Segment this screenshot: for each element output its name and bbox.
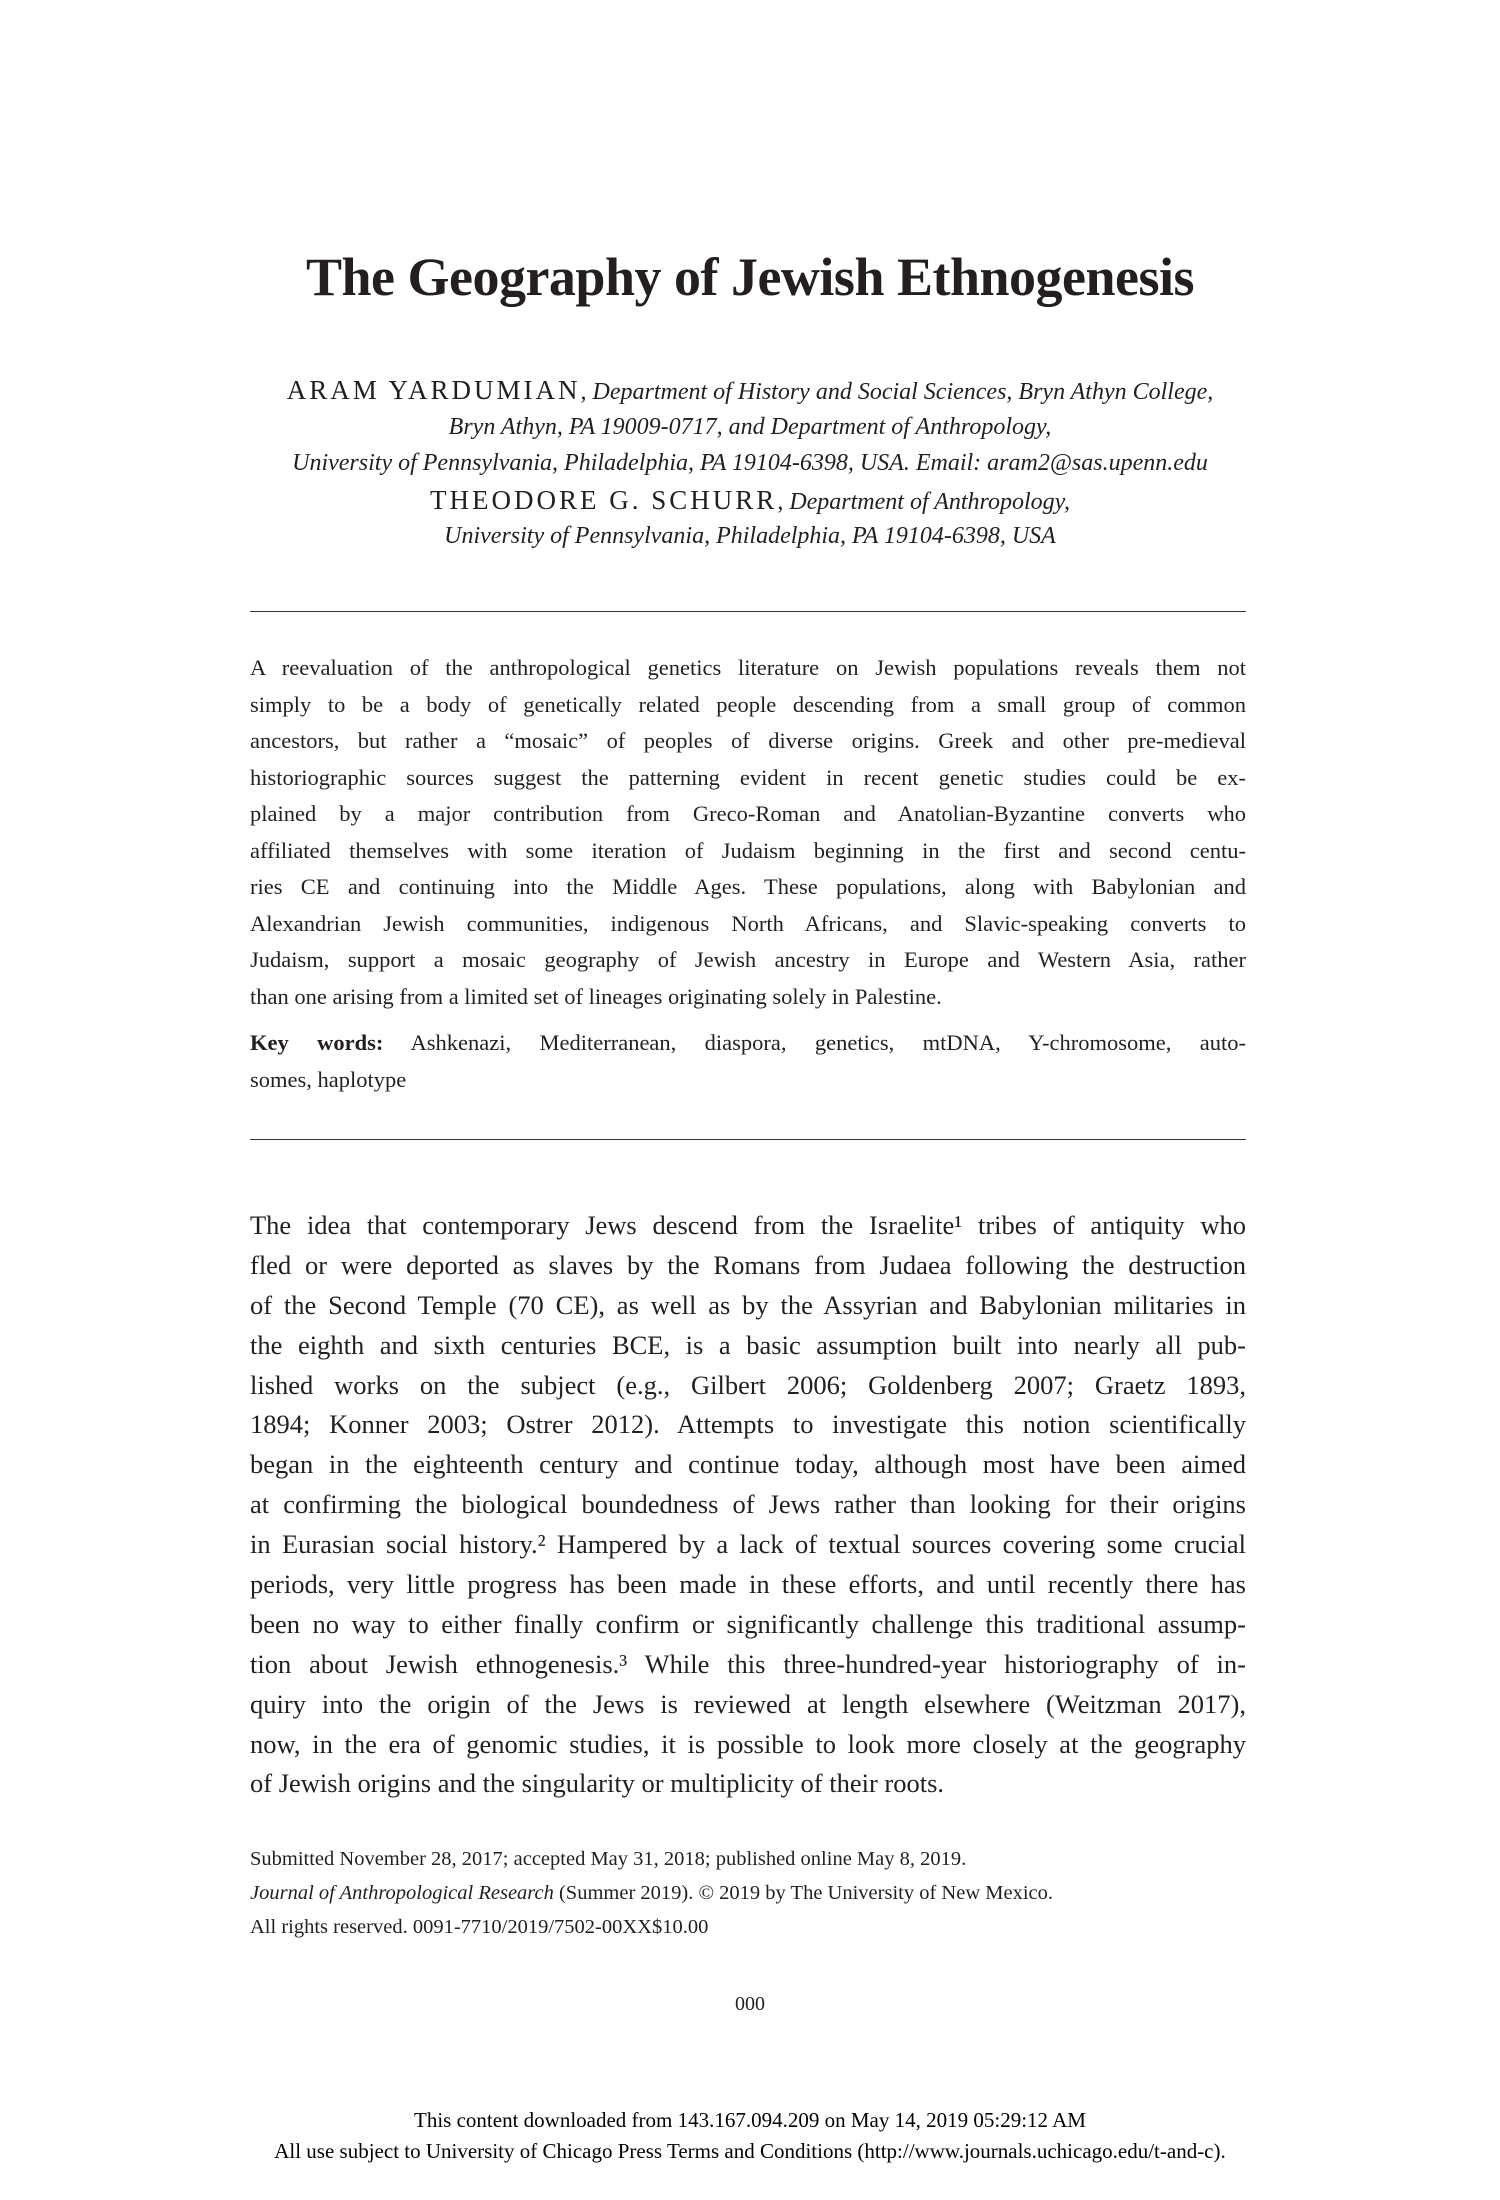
text-line: the eighth and sixth centuries BCE, is a basic assumption built into nearly all pub- [250, 1329, 1246, 1360]
author-name: ARAM YARDUMIAN [286, 375, 581, 405]
author-block [0, 372, 1500, 555]
author-name: THEODORE G. SCHURR [430, 484, 778, 515]
text-line: been no way to either finally confirm or significantly challenge this traditional assump- [250, 1608, 1246, 1639]
submission-dates: Submitted November 28, 2017; accepted May 31, 2018; published online May 8, 2019. [250, 1848, 967, 1870]
text-line: of Jewish origins and the singularity or multiplicity of their roots. [250, 1768, 945, 1799]
text-line: than one arising from a limited set of lineages originating solely in Palestine. [250, 983, 942, 1009]
keywords-line [250, 1025, 1246, 1062]
abstract [250, 650, 1246, 1098]
terms-notice: All use subject to University of Chicago Press Terms and Conditions (http://www.journals.uchicago.edu/t-and-c). [274, 2139, 1226, 2163]
text-line: began in the eighteenth century and continue today, although most have been aimed [250, 1449, 1246, 1480]
text-line: of the Second Temple (70 CE), as well as by the Assyrian and Babylonian militaries in [250, 1289, 1246, 1320]
text-line: tion about Jewish ethnogenesis.³ While this three-hundred-year historiography of in- [250, 1648, 1246, 1679]
text-line: lished works on the subject (e.g., Gilbert 2006; Goldenberg 2007; Graetz 1893, [250, 1369, 1246, 1400]
journal-name: Journal of Anthropological Research [250, 1882, 554, 1904]
keywords: Ashkenazi, Mediterranean, diaspora, genetics, mtDNA, Y-chromosome, auto- [410, 1030, 1246, 1055]
copyright: (Summer 2019). © 2019 by The University of New Mexico. [553, 1882, 1054, 1904]
author-affiliation: University of Pennsylvania, Philadelphia, PA 19104-6398, USA [444, 523, 1056, 549]
text-line: 1894; Konner 2003; Ostrer 2012). Attempts to investigate this notion scientifically [250, 1409, 1246, 1440]
text-line: quiry into the origin of the Jews is reviewed at length elsewhere (Weitzman 2017), [250, 1688, 1246, 1719]
text-line: affiliated themselves with some iteration of Judaism beginning in the first and second centu- [250, 837, 1246, 863]
text-line: historiographic sources suggest the patterning evident in recent genetic studies could be ex- [250, 764, 1246, 790]
body-paragraph [250, 1206, 1246, 1804]
author-affiliation: Department of History and Social Sciences, Bryn Athyn College, [592, 379, 1214, 405]
text-line: The idea that contemporary Jews descend from the Israelite¹ tribes of antiquity who [250, 1210, 1246, 1240]
page-number: 000 [735, 1993, 765, 2015]
author-affiliation: Department of Anthropology, [789, 488, 1070, 515]
divider [250, 611, 1246, 612]
keywords-line: somes, haplotype [250, 1066, 407, 1092]
text-line: at confirming the biological boundedness of Jews rather than looking for their origins [250, 1489, 1246, 1520]
text-line: periods, very little progress has been made in these efforts, and until recently there has [250, 1569, 1246, 1600]
divider [250, 1139, 1246, 1140]
text-line: ancestors, but rather a “mosaic” of peoples of diverse origins. Greek and other pre-medieval [250, 728, 1246, 753]
keywords-label: Key words: [250, 1030, 384, 1055]
text-line: Alexandrian Jewish communities, indigenous North Africans, and Slavic-speaking converts to [250, 910, 1246, 936]
publication-notes [250, 1842, 1246, 1944]
text-line: ries CE and continuing into the Middle Ages. These populations, along with Babylonian and [250, 874, 1246, 899]
text-line: fled or were deported as slaves by the Romans from Judaea following the destruction [250, 1249, 1246, 1280]
rights-line: All rights reserved. 0091-7710/2019/7502-00XX$10.00 [250, 1916, 709, 1938]
download-notice: This content downloaded from 143.167.094.209 on May 14, 2019 05:29:12 AM [414, 2108, 1086, 2132]
text-line: simply to be a body of genetically related people descending from a small group of common [250, 691, 1246, 717]
author-line: THEODORE G. SCHURR, Department of Anthropology, [430, 484, 1070, 515]
journal-citation [250, 1876, 1246, 1910]
text-line: plained by a major contribution from Greco-Roman and Anatolian-Byzantine converts who [250, 801, 1246, 826]
text-line: Judaism, support a mosaic geography of Jewish ancestry in Europe and Western Asia, rather [250, 947, 1246, 972]
article-title: The Geography of Jewish Ethnogenesis [305, 247, 1195, 307]
author-line: ARAM YARDUMIAN, Department of History and Social Sciences, Bryn Athyn College, [286, 375, 1214, 405]
text-line: in Eurasian social history.² Hampered by a lack of textual sources covering some crucial [250, 1529, 1246, 1560]
text-line: now, in the era of genomic studies, it is possible to look more closely at the geography [250, 1728, 1246, 1759]
text-line: A reevaluation of the anthropological genetics literature on Jewish populations reveals them not [250, 655, 1246, 680]
author-affiliation: Bryn Athyn, PA 19009-0717, and Department of Anthropology, [448, 413, 1052, 440]
author-affiliation: University of Pennsylvania, Philadelphia, PA 19104-6398, USA. Email: aram2@sas.upenn.edu [292, 450, 1208, 476]
